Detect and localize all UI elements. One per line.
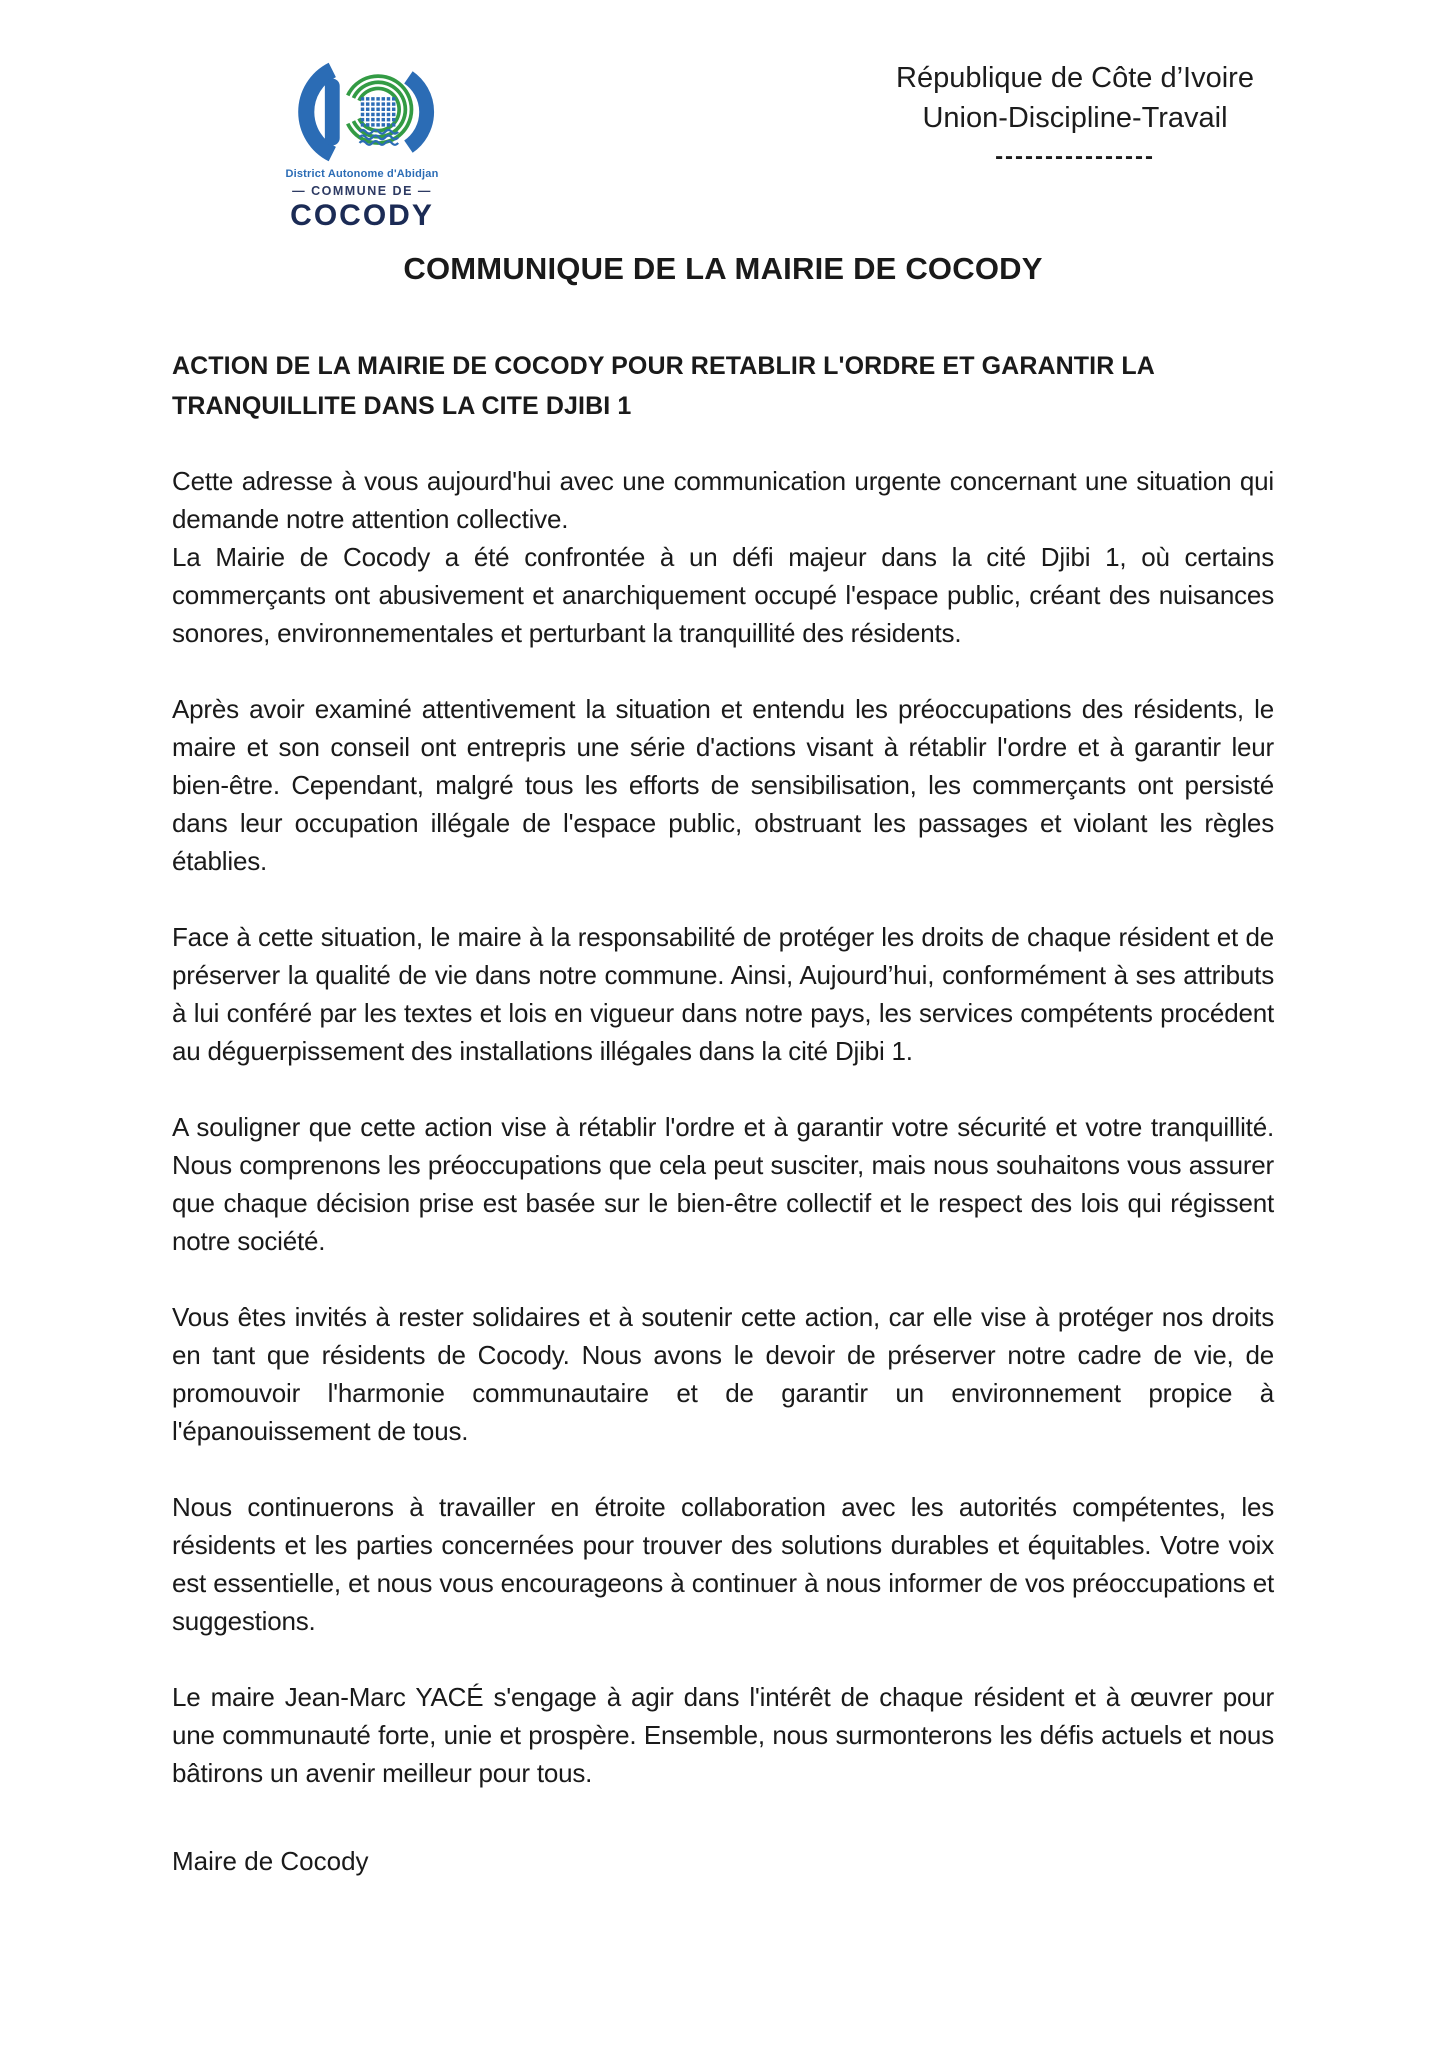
paragraph: Vous êtes invités à rester solidaires et à soutenir cette action, car elle vise à protéger nos droits en tant que résidents de Cocody. Nous avons le devoir de préserver notre cadre de vie, de promouvoir l'harmonie communautaire et de garantir un environnement propice à l'épanouissement de tous. <box>172 1302 1274 1446</box>
emblem-waves <box>360 130 399 145</box>
paragraph: Cette adresse à vous aujourd'hui avec une communication urgente concernant une situation qui demande notre attention collective. <box>172 466 1274 534</box>
paragraph: Nous continuerons à travailler en étroite collaboration avec les autorités compétentes, les résidents et les parties concernées pour trouver des solutions durables et équitables. Votre voix est essentielle, et nous vous encourageons à continuer à nous informer de vos préoccupations et suggestions. <box>172 1492 1274 1636</box>
paragraph: La Mairie de Cocody a été confrontée à un défi majeur dans la cité Djibi 1, où certains commerçants ont abusivement et anarchiquement occupé l'espace public, créant des nuisances sonores, environnementales et perturbant la tranquillité des résidents. <box>172 542 1274 648</box>
logo-district-text: District Autonome d'Abidjan <box>285 168 439 180</box>
logo-cocody-text: COCODY <box>290 199 434 232</box>
page-subtitle: ACTION DE LA MAIRIE DE COCODY POUR RETABLIR L'ORDRE ET GARANTIR LA TRANQUILLITE DANS LA CITE DJIBI 1 <box>172 352 1154 420</box>
logo-commune-text: — COMMUNE DE — <box>292 184 432 198</box>
paragraph: Le maire Jean-Marc YACÉ s'engage à agir dans l'intérêt de chaque résident et à œuvrer pour une communauté forte, unie et prospère. Ensemble, nous surmonterons les défis actuels et nous bâtirons un avenir meilleur pour tous. <box>172 1682 1274 1788</box>
republic-header <box>868 58 1282 171</box>
separator-dashes: ---------------- <box>995 143 1155 170</box>
paragraph: Face à cette situation, le maire à la responsabilité de protéger les droits de chaque résident et de préserver la qualité de vie dans notre commune. Ainsi, Aujourd’hui, conformément à ses attributs à lui conféré par les textes et lois en vigueur dans notre pays, les services compétents procédent au déguerpissement des installations illégales dans la cité Djibi 1. <box>172 922 1274 1066</box>
republic-motto: Union-Discipline-Travail <box>922 102 1228 134</box>
paragraph: Après avoir examiné attentivement la situation et entendu les préoccupations des résidents, le maire et son conseil ont entrepris une série d'actions visant à rétablir l'ordre et à garantir leur bien-être. Cependant, malgré tous les efforts de sensibilisation, les commerçants ont persisté dans leur occupation illégale de l'espace public, obstruant les passages et violant les règles établies. <box>172 694 1274 876</box>
cocody-emblem-icon <box>286 60 438 164</box>
commune-logo <box>272 60 452 233</box>
republic-title: République de Côte d’Ivoire <box>896 62 1254 94</box>
emblem-window-grid <box>361 97 396 126</box>
page-title: COMMUNIQUE DE LA MAIRIE DE COCODY <box>403 251 1043 286</box>
paragraph: A souligner que cette action vise à rétablir l'ordre et à garantir votre sécurité et votre tranquillité. Nous comprenons les préoccupations que cela peut susciter, mais nous souhaitons vous assurer que chaque décision prise est basée sur le bien-être collectif et le respect des lois qui régissent notre société. <box>172 1112 1274 1256</box>
document-content <box>172 250 1274 1880</box>
emblem-capsule <box>325 79 340 146</box>
signature-line: Maire de Cocody <box>172 1846 369 1876</box>
body-text <box>172 462 1274 1792</box>
